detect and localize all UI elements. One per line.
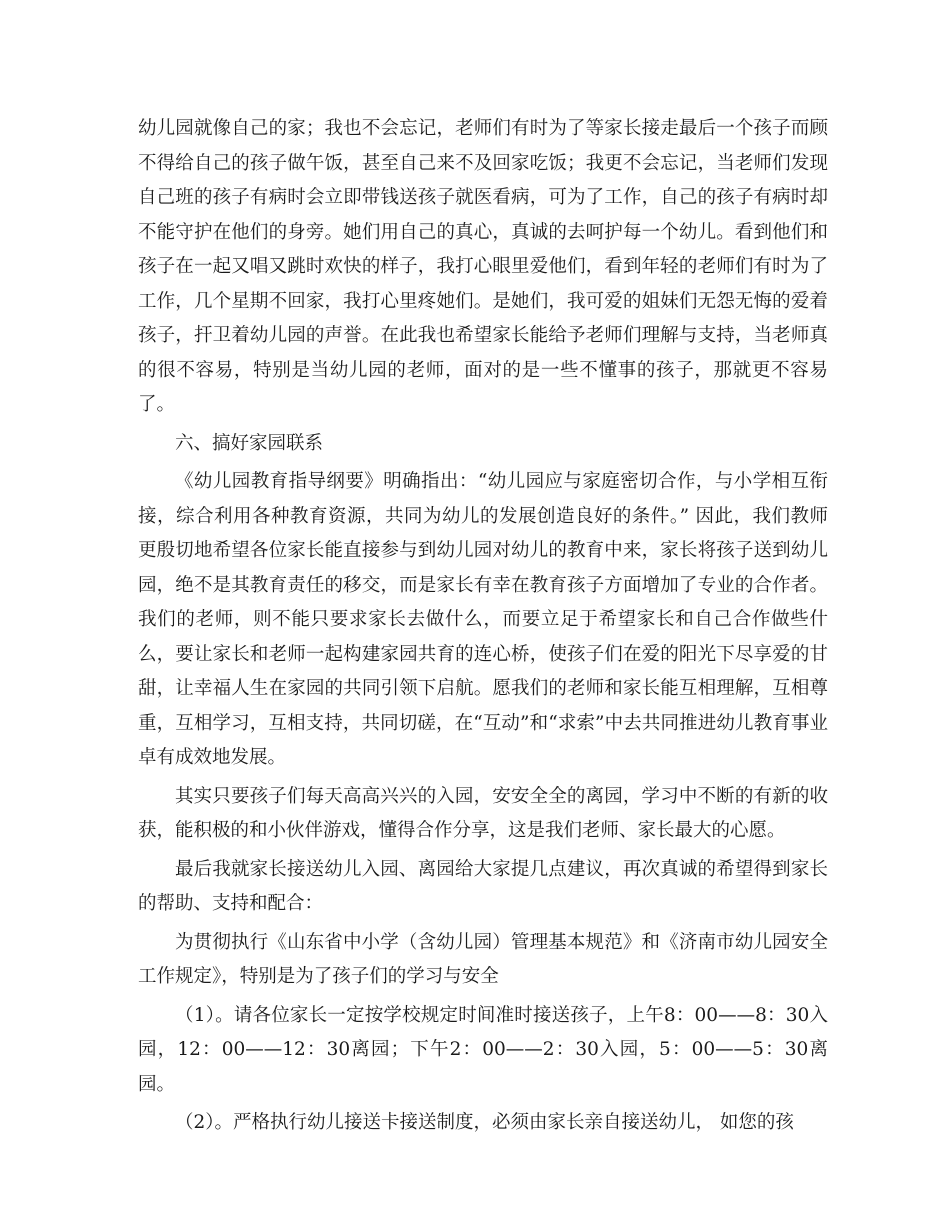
document-body — [138, 112, 828, 1145]
paragraph-regulations: 为贯彻执行《山东省中小学（含幼儿园）管理基本规范》和《济南市幼儿园安全工作规定》，特别是为了孩子们的学习与安全 — [138, 931, 828, 987]
paragraph-suggestions-intro: 最后我就家长接送幼儿入园、离园给大家提几点建议，再次真诚的希望得到家长的帮助、支持和配合： — [138, 858, 828, 914]
paragraph-rule-1: （1）。请各位家长一定按学校规定时间准时接送孩子，上午8：00——8：30入园，12：00——12：30离园；下午2：00——2：30入园，5：00——5：30离园。 — [138, 1004, 828, 1095]
paragraph-rule-2: （2）。严格执行幼儿接送卡接送制度，必须由家长亲自接送幼儿， 如您的孩 — [175, 1112, 794, 1133]
paragraph-guideline-quote: 《幼儿园教育指导纲要》明确指出：“幼儿园应与家庭密切合作，与小学相互衔接，综合利用各种教育资源，共同为幼儿的发展创造良好的条件。” 因此，我们教师更殷切地希望各位家长能直接参与到幼儿园对幼儿的教育中来，家长将孩子送到幼儿园，绝不是其教育责任的移交，而是家长有幸在教育孩子方面增加了专业的合作者。我们的老师，则不能只要求家长去做什么，而要立足于希望家长和自己合作做些什么，要让家长和老师一起构建家园共育的连心桥，使孩子们在爱的阳光下尽享爱的甘甜，让幸福人生在家园的共同引领下启航。愿我们的老师和家长能互相理解，互相尊重，互相学习，互相支持，共同切磋，在“互动”和“求索”中去共同推进幼儿教育事业卓有成效地发展。 — [138, 471, 828, 768]
section-heading-home-school-contact: 六、搞好家园联系 — [175, 432, 324, 454]
paragraph-care-of-teachers: 幼儿园就像自己的家；我也不会忘记，老师们有时为了等家长接走最后一个孩子而顾不得给自己的孩子做午饭，甚至自己来不及回家吃饭；我更不会忘记，当老师们发现自己班的孩子有病时会立即带钱送孩子就医看病，可为了工作，自己的孩子有病时却不能守护在他们的身旁。她们用自己的真心，真诚的去呵护每一个幼儿。看到他们和孩子在一起又唱又跳时欢快的样子，我打心眼里爱他们，看到年轻的老师们有时为了工作，几个星期不回家，我打心里疼她们。是她们，我可爱的姐妹们无怨无悔的爱着孩子，扞卫着幼儿园的声誉。在此我也希望家长能给予老师们理解与支持，当老师真的很不容易，特别是当幼儿园的老师，面对的是一些不懂事的孩子，那就更不容易了。 — [138, 118, 828, 415]
paragraph-wishes: 其实只要孩子们每天高高兴兴的入园，安安全全的离园，学习中不断的有新的收获，能积极的和小伙伴游戏，懂得合作分享，这是我们老师、家长最大的心愿。 — [138, 785, 828, 841]
